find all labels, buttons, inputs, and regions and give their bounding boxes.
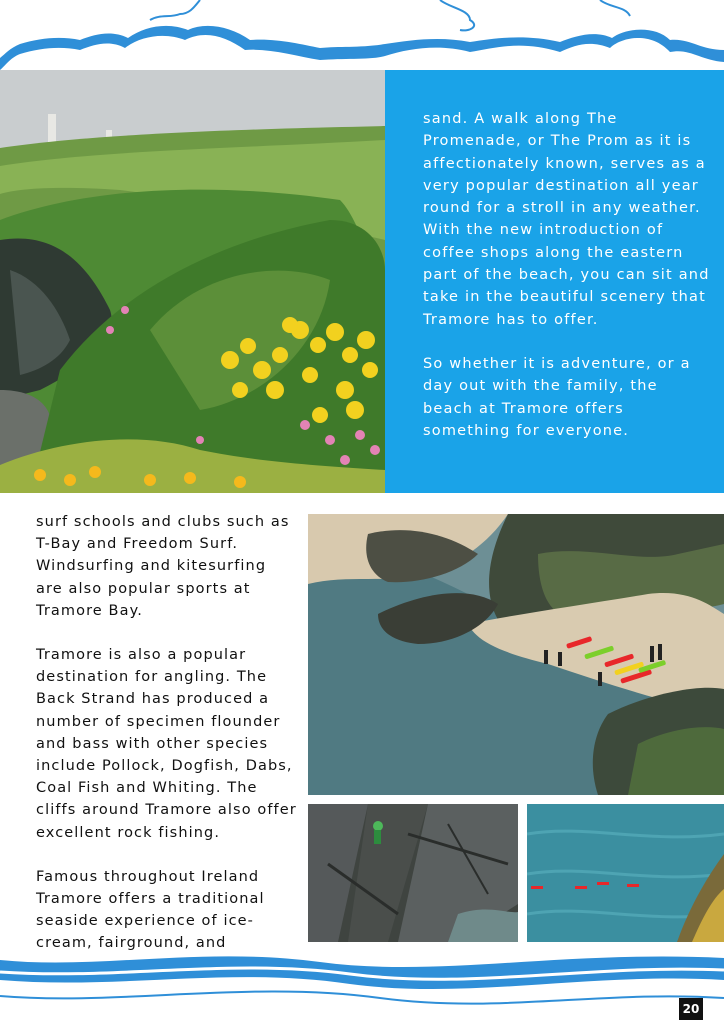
sea-kayakers-photo (527, 804, 724, 942)
panel-paragraph: So whether it is adventure, or a day out with the family, the beach at Tramore offers something for everyone. (423, 355, 691, 439)
cliff-flowers-photo (0, 70, 385, 493)
panel-paragraph: sand. A walk along The Promenade, or The Prom as it is affectionately known, serves as a very popular destination all year round for a stroll in any weather. With the new introduction of coffee shops along the eastern part of the beach, you can sit and take in the beautiful scenery that Tramore has to offer. (423, 111, 710, 328)
rock-climbing-photo (308, 804, 518, 942)
page-number: 20 (679, 998, 703, 1020)
bottom-wave-decoration (0, 940, 724, 1024)
body-paragraph: Tramore is also a popular destination for angling. The Back Strand has produced a number of specimen flounder and bass with other species include Pollock, Dogfish, Dabs, Coal Fish and Whiting. The cliffs around Tramore also offer excellent rock fishing. (36, 647, 297, 841)
left-column-text (36, 511, 298, 977)
body-paragraph: surf schools and clubs such as T-Bay and Freedom Surf. Windsurfing and kitesurfing are also popular sports at Tramore Bay. (36, 514, 290, 619)
kayak-beach-photo (308, 514, 724, 795)
panel-body (423, 108, 713, 464)
body-paragraph: Famous throughout Ireland Tramore offers a traditional seaside experience of ice-cream, fairground, and (36, 868, 265, 952)
blue-text-panel (385, 70, 724, 493)
